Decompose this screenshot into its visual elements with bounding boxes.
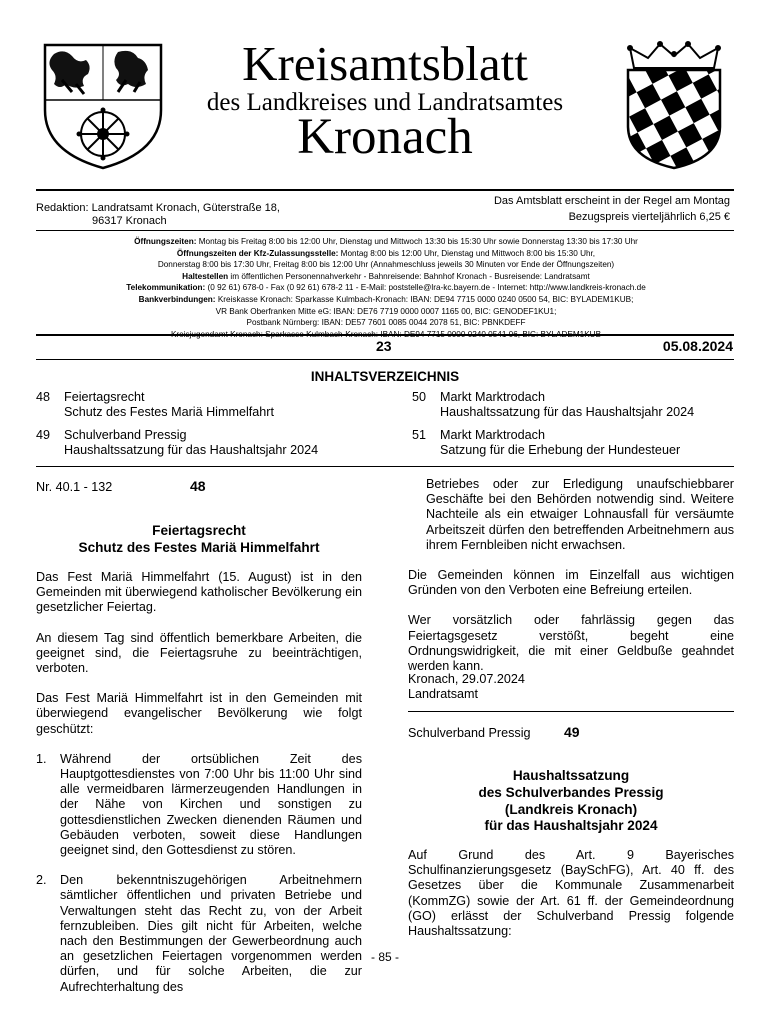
info-rule [36, 230, 734, 231]
contact-line: VR Bank Oberfranken Mitte eG: IBAN: DE76 7719 0000 0007 1165 00, BIC: GENODEF1KU1; [215, 306, 557, 316]
paragraph: Wer vorsätzlich oder fahrlässig gegen das Feiertagsgesetz verstößt, begeht eine Ordnungswidrigkeit, die mit einer Geldbuße geahndet werden kann. [408, 613, 734, 674]
masthead-place: Kronach [297, 109, 473, 165]
paragraph: Auf Grund des Art. 9 Bayerisches Schulfinanzierungsgesetz (BaySchFG), Art. 40 ff. des Gesetzes über die Kommunale Zusammenarbeit (KommZG) sowie der Art. 61 ff. der Gemeindeordnung (GO) erlässt der Schulverband Pressig folgende Haushaltssatzung: [408, 848, 734, 939]
signature-office: Landratsamt [408, 687, 479, 701]
masthead-title: Kreisamtsblatt [242, 36, 528, 91]
article-49-number: 49 [564, 724, 580, 740]
article-48-continued [408, 477, 734, 689]
contact-line: Donnerstag 8:00 bis 17:30 Uhr, Freitag 8:00 bis 12:00 Uhr (Annahmeschluss jeweils 30 Minuten vor Ende der Öffnungszeiten) [157, 260, 615, 270]
list-item: 2. Den bekenntniszugehörigen Arbeitnehmern sämtlicher öffentlichen und privaten Betriebe und Verwaltungen steht das Recht zu, von der Arbeit fernzubleiben. Dies gilt nicht für Arbeiten, welche nach den Bestimmungen der Gewerbeordnung auch an gesetzlichen Feiertagen vorgenommen werden dürfen, und für solche Arbeiten, die zur Aufrechterhaltung des [36, 873, 362, 994]
publication-frequency: Das Amtsblatt erscheint in der Regel am Montag [493, 195, 730, 207]
subscription-price: Bezugspreis vierteljährlich 6,25 € [568, 211, 730, 223]
toc-heading: INHALTSVERZEICHNIS [310, 369, 460, 384]
contact-block [36, 236, 736, 340]
article-49-heading: Haushaltssatzung des Schulverbandes Pressig (Landkreis Kronach) für das Haushaltsjahr 2024 [478, 768, 664, 834]
contact-line: Öffnungszeiten der Kfz-Zulassungsstelle: Montag 8:00 bis 12:00 Uhr, Dienstag und Mittwoch 8:00 bis 15:30 Uhr, [176, 248, 596, 258]
signature-place-date: Kronach, 29.07.2024 [408, 672, 525, 686]
masthead-rule [36, 189, 734, 191]
toc-rule [36, 466, 734, 467]
toc-entry[interactable]: 49 Schulverband Pressig Haushaltssatzung für das Haushaltsjahr 2024 [36, 428, 319, 458]
contact-line: Kreisjugendamt Kronach: Sparkasse Kulmbach-Kronach: IBAN: DE94 7715 0000 0240 0541 06, BIC: BYLADEM1KUB [170, 329, 602, 339]
article-49-ref: Schulverband Pressig [408, 726, 531, 740]
issue-rule-bottom [36, 359, 734, 360]
list-item: 1. Während der ortsüblichen Zeit des Hauptgottesdienstes von 7:00 Uhr bis 11:00 Uhr sind alle vermeidbaren lärmerzeugenden Handlungen in der Nähe von Kirchen und sonstigen zu gottesdienstlichen Zwecken dienenden Räumen und Gebäuden verboten, soweit diese Handlungen geeignet sind, den Gottesdienst zu stören. [36, 751, 362, 858]
paragraph: Das Fest Mariä Himmelfahrt (15. August) ist in den Gemeinden mit überwiegend katholischer Bevölkerung ein gesetzlicher Feiertag. [36, 570, 362, 615]
contact-line: Telekommunikation: (0 92 61) 678-0 - Fax (0 92 61) 678-2 11 - E-Mail: poststelle@lra-kc.bayern.de - Internet: http://www.landkreis-kronach.de [126, 283, 646, 293]
article-49-body [408, 848, 734, 939]
article-48-ref: Nr. 40.1 - 132 [36, 480, 113, 494]
list-item-continued: Betriebes oder zur Erledigung unaufschiebbarer Geschäfte bei den Behörden notwendig sind. Weitere Nachteile als ein etwaiger Lohnausfall für versäumte Arbeitszeit dürfen den betreffenden Arbeitnehmern aus ihrem Fernbleiben nicht erwachsen. [426, 477, 734, 552]
paragraph: Die Gemeinden können im Einzelfall aus wichtigen Gründen von den Verboten eine Befreiung erteilen. [408, 568, 734, 598]
article-separator [408, 711, 734, 712]
issue-rule-top [36, 334, 734, 336]
toc-entry[interactable]: 50 Markt Marktrodach Haushaltssatzung für das Haushaltsjahr 2024 [412, 390, 695, 420]
contact-line: Haltestellen im öffentlichen Personennahverkehr - Bahnreisende: Bahnhof Kronach - Busreisende: Landratsamt [182, 271, 590, 281]
contact-line: Postbank Nürnberg: IBAN: DE57 7601 0085 0044 2078 51, BIC: PBNKDEFF [246, 318, 526, 328]
toc-entry[interactable]: 48 Feiertagsrecht Schutz des Festes Mariä Himmelfahrt [36, 390, 274, 420]
issue-number: 23 [376, 338, 392, 354]
toc-entry[interactable]: 51 Markt Marktrodach Satzung für die Erhebung der Hundesteuer [412, 428, 681, 458]
page-number: - 85 - [370, 950, 399, 964]
redaktion-address: Redaktion: Landratsamt Kronach, Güterstraße 18, [36, 202, 280, 214]
redaktion-postcode: 96317 Kronach [92, 215, 167, 227]
contact-line: Öffnungszeiten: Montag bis Freitag 8:00 bis 12:00 Uhr, Dienstag und Mittwoch 13:30 bis 15:30 Uhr sowie Donnerstag 13:30 bis 17:30 Uhr [134, 237, 638, 246]
article-48-heading: Feiertagsrecht Schutz des Festes Mariä Himmelfahrt [78, 523, 320, 555]
contact-line: Bankverbindungen: Kreiskasse Kronach: Sparkasse Kulmbach-Kronach: IBAN: DE94 7715 0000 0240 0500 54, BIC: BYLADEM1KUB; [138, 294, 634, 304]
article-48-number: 48 [190, 478, 206, 494]
masthead-subtitle: des Landkreises und Landratsamtes [206, 89, 564, 116]
paragraph: Das Fest Mariä Himmelfahrt ist in den Gemeinden mit überwiegend evangelischer Bevölkerung wie folgt geschützt: [36, 691, 362, 736]
paragraph: An diesem Tag sind öffentlich bemerkbare Arbeiten, die geeignet sind, die Feiertagsruhe zu beeinträchtigen, verboten. [36, 630, 362, 676]
article-48-body [36, 570, 362, 995]
issue-date: 05.08.2024 [662, 338, 733, 354]
